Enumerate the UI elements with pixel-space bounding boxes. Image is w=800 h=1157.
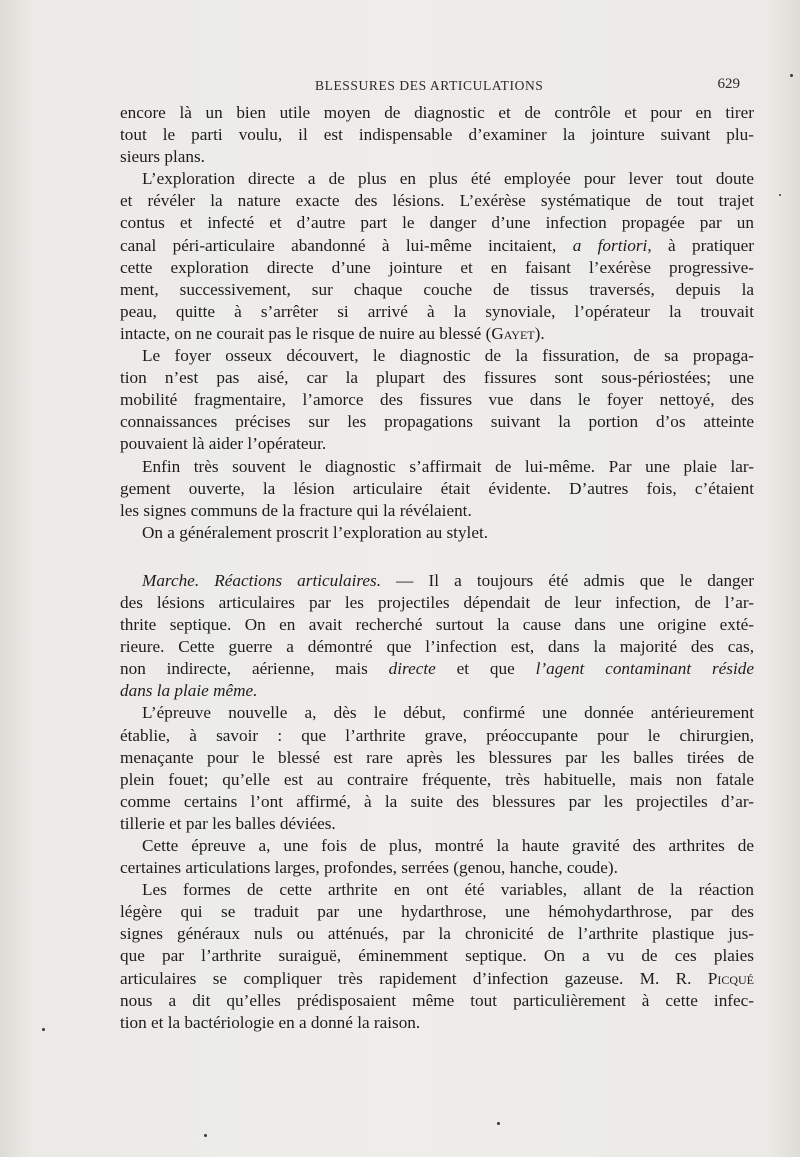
text-line: légère qui se traduit par une hydarthrose, une hémohydarthrose, par des	[120, 902, 754, 922]
text-line: comme certains l’ont affirmé, à la suite des blessures par les projectiles d’ar-	[120, 791, 754, 811]
text-run: canal péri-articulaire abandonné à lui-même incitaient,	[120, 235, 573, 255]
text-line: encore là un bien utile moyen de diagnostic et de contrôle et pour en tirer	[120, 103, 754, 122]
text-run: articulaires se compliquer très rapidement d’infection gazeuse. M. R.	[120, 968, 708, 988]
text-line: peau, quitte à s’arrêter si arrivé à la synoviale, l’opérateur la trouvait	[120, 301, 754, 321]
italic-term: directe	[388, 659, 436, 679]
text-line: Enfin très souvent le diagnostic s’affirmait de lui-même. Par une plaie lar-	[142, 456, 754, 476]
author-name: Picqué	[707, 968, 754, 988]
text-line: que par l’arthrite suraiguë, éminemment septique. On a vu de ces plaies	[120, 946, 754, 966]
text-line: plein fouet; qu’elle est au contraire fréquente, très habituelle, mais non fatale	[120, 769, 754, 789]
text-line: les signes communs de la fracture qui la révélaient.	[120, 500, 472, 520]
text-line: établie, à savoir : que l’arthrite grave, préoccupante pour le chirurgien,	[120, 725, 754, 745]
text-line	[120, 658, 754, 680]
text-line	[120, 968, 754, 990]
author-name: Gayet	[491, 323, 535, 343]
text-line: connaissances précises sur les propagations suivant la portion d’os atteinte	[120, 412, 754, 432]
text-line	[120, 235, 754, 257]
text-run: et que	[435, 659, 536, 679]
section-gap	[120, 544, 754, 570]
italic-phrase: l’agent contaminant réside	[535, 659, 754, 679]
text-run: ).	[534, 323, 545, 343]
scan-speck	[779, 194, 781, 196]
text-line: contus et infecté et d’autre part le danger d’une infection propagée par un	[120, 213, 754, 233]
text-line: rieure. Cette guerre a démontré que l’infection est, dans la majorité des cas,	[120, 637, 754, 657]
text-line: sieurs plans.	[120, 147, 205, 167]
text-line: tillerie et par les balles déviées.	[120, 813, 336, 833]
text-line	[120, 323, 754, 345]
section-heading: Marche. Réactions articulaires.	[142, 570, 382, 590]
italic-term: a fortiori	[572, 235, 648, 255]
text-line: nous a dit qu’elles prédisposaient même tout particulièrement à cette infec-	[120, 990, 754, 1010]
text-line: tion n’est pas aisé, car la plupart des fissures sont sous-périostées; une	[120, 368, 754, 388]
text-line: menaçante pour le blessé est rare après les blessures par les balles tirées de	[120, 747, 754, 767]
text-line: et révéler la nature exacte des lésions. L’exérèse systématique de tout trajet	[120, 191, 754, 211]
text-run: non indirecte, aérienne, mais	[120, 659, 389, 679]
text-run: — Il a toujours été admis que le danger	[381, 570, 754, 590]
text-line: signes généraux nuls ou atténués, par la chronicité de l’arthrite plastique jus-	[120, 924, 754, 944]
running-title: BLESSURES DES ARTICULATIONS	[315, 78, 544, 93]
text-line: ment, successivement, sur chaque couche de tissus traversés, depuis la	[120, 279, 754, 299]
text-line: tout le parti voulu, il est indispensable d’examiner la jointure suivant plu-	[120, 125, 754, 145]
scan-speck	[497, 1122, 500, 1125]
text-line: Le foyer osseux découvert, le diagnostic de la fissuration, de sa propaga-	[142, 346, 754, 366]
text-line: L’exploration directe a de plus en plus été employée pour lever tout doute	[142, 169, 754, 189]
text-line	[120, 680, 754, 702]
scan-speck	[204, 1134, 207, 1137]
text-line: Cette épreuve a, une fois de plus, montré la haute gravité des arthrites de	[142, 836, 754, 855]
scan-speck	[42, 1028, 45, 1031]
text-line: des lésions articulaires par les projectiles dépendait de leur infection, de l’ar-	[120, 592, 754, 612]
text-line: tion et la bactériologie en a donné la raison.	[120, 1012, 421, 1032]
text-line: gement ouverte, la lésion articulaire était évidente. D’autres fois, c’étaient	[120, 478, 754, 498]
text-line: certaines articulations larges, profondes, serrées (genou, hanche, coude).	[120, 858, 618, 878]
text-line: pouvaient là aider l’opérateur.	[120, 434, 327, 454]
text-line: On a généralement proscrit l’exploration au stylet.	[142, 522, 489, 542]
page-number: 629	[717, 76, 740, 92]
text-line: cette exploration directe d’une jointure et en faisant l’exérèse progressive-	[120, 257, 754, 277]
text-line: thrite septique. On en avait recherché surtout la cause dans une origine exté-	[120, 615, 754, 635]
italic-phrase: dans la plaie même.	[120, 681, 258, 701]
text-run: , à pratiquer	[647, 235, 755, 255]
scan-speck	[790, 74, 793, 77]
text-line: mobilité fragmentaire, l’amorce des fissures vue dans le foyer nettoyé, des	[120, 390, 754, 410]
text-run: intacte, on ne courait pas le risque de nuire au blessé (	[120, 323, 492, 343]
text-line	[120, 570, 754, 592]
text-line: Les formes de cette arthrite en ont été variables, allant de la réaction	[142, 880, 754, 900]
page-header	[120, 74, 740, 98]
body-text	[120, 102, 754, 1034]
text-line: L’épreuve nouvelle a, dès le début, confirmé une donnée antérieurement	[142, 703, 754, 723]
